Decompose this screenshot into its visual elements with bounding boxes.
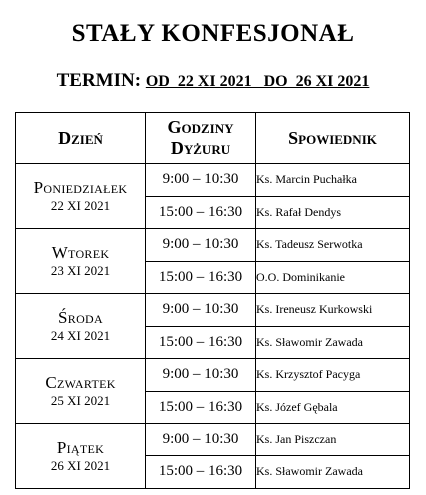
confessor-cell: Ks. Ireneusz Kurkowski — [256, 294, 410, 327]
day-date: 23 XI 2021 — [50, 263, 111, 278]
table-row — [16, 359, 410, 392]
table-row — [16, 294, 410, 327]
day-cell — [16, 424, 146, 489]
hours-cell: 9:00 – 10:30 — [146, 294, 256, 327]
hours-cell: 15:00 – 16:30 — [146, 196, 256, 229]
header-hours-line1: Godziny — [167, 117, 234, 137]
hours-cell: 9:00 – 10:30 — [146, 164, 256, 197]
confessor-cell: Ks. Jan Piszczan — [256, 424, 410, 456]
day-date: 22 XI 2021 — [50, 198, 111, 213]
header-row — [16, 113, 410, 164]
header-confessor: Spowiednik — [256, 113, 410, 164]
hours-cell: 9:00 – 10:30 — [146, 359, 256, 392]
hours-cell: 15:00 – 16:30 — [146, 391, 256, 424]
hours-cell: 15:00 – 16:30 — [146, 455, 256, 488]
day-cell — [16, 294, 146, 359]
day-name: Piątek — [56, 438, 105, 457]
day-cell — [16, 229, 146, 294]
day-name: Czwartek — [45, 373, 116, 392]
term-value: OD 22 XI 2021 DO 26 XI 2021 — [145, 73, 370, 90]
day-name: Poniedziałek — [33, 178, 128, 197]
confessor-cell: Ks. Sławomir Zawada — [256, 455, 410, 488]
schedule-table — [15, 112, 410, 489]
hours-cell: 15:00 – 16:30 — [146, 261, 256, 294]
day-name: Środa — [58, 308, 103, 327]
hours-cell: 15:00 – 16:30 — [146, 326, 256, 359]
day-cell — [16, 164, 146, 229]
confessor-cell: Ks. Sławomir Zawada — [256, 326, 410, 359]
hours-cell: 9:00 – 10:30 — [146, 424, 256, 456]
confessor-cell: Ks. Józef Gębala — [256, 391, 410, 424]
table-row — [16, 424, 410, 456]
day-cell — [16, 359, 146, 424]
day-date: 26 XI 2021 — [50, 458, 111, 473]
term-line — [0, 70, 426, 92]
header-day: Dzień — [16, 113, 146, 164]
confessor-cell: O.O. Dominikanie — [256, 261, 410, 294]
day-name: Wtorek — [51, 243, 110, 262]
confessor-cell: Ks. Tadeusz Serwotka — [256, 229, 410, 262]
day-date: 25 XI 2021 — [50, 393, 111, 408]
confessor-cell: Ks. Krzysztof Pacyga — [256, 359, 410, 392]
page-title: STAŁY KONFESJONAŁ — [71, 20, 355, 47]
table-row — [16, 164, 410, 197]
hours-cell: 9:00 – 10:30 — [146, 229, 256, 262]
header-hours-line2: Dyżuru — [170, 138, 231, 158]
confessor-cell: Ks. Marcin Puchałka — [256, 164, 410, 197]
header-hours — [146, 113, 256, 164]
table-row — [16, 229, 410, 262]
confessor-cell: Ks. Rafał Dendys — [256, 196, 410, 229]
term-label: TERMIN: — [56, 70, 142, 91]
day-date: 24 XI 2021 — [50, 328, 111, 343]
